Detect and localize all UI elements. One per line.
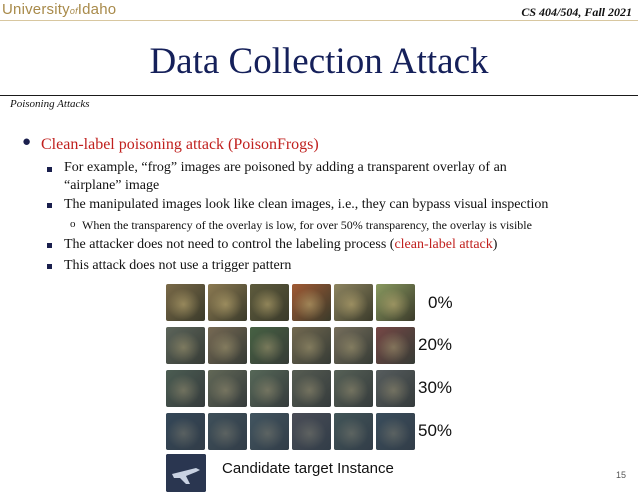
airplane-overlay [166,370,205,407]
poisoned-image-grid [166,284,416,454]
frog-thumbnail [292,413,331,450]
bullet-sub3: The attacker does not need to control the labeling process (clean-label attack) [64,237,498,252]
frog-thumbnail [208,413,247,450]
airplane-overlay [250,413,289,450]
frog-thumbnail [208,284,247,321]
frog-thumbnail [250,284,289,321]
course-label: CS 404/504, Fall 2021 [521,5,632,19]
frog-thumbnail [376,370,415,407]
airplane-overlay [376,327,415,364]
bullet-sub1-line2: “airplane” image [64,178,160,193]
header-divider [0,20,638,21]
slide-title: Data Collection Attack [149,41,489,82]
candidate-target-image [166,454,206,492]
candidate-target-label: Candidate target Instance [222,460,394,477]
airplane-icon [166,454,206,492]
airplane-overlay [166,327,205,364]
airplane-overlay [376,370,415,407]
frog-thumbnail [166,370,205,407]
section-label: Poisoning Attacks [10,98,90,110]
airplane-overlay [208,413,247,450]
airplane-overlay [250,327,289,364]
bullet-sub4: This attack does not use a trigger pattern [64,258,292,273]
university-logo: UniversityofIdaho [2,1,117,18]
row-label-20: 20% [418,335,453,354]
row-label-30: 30% [418,378,453,397]
airplane-overlay [376,413,415,450]
airplane-overlay [208,327,247,364]
bullet-sub2-note: When the transparency of the overlay is low, for over 50% transparency, the overlay is visible [82,218,532,232]
airplane-overlay [292,413,331,450]
frog-thumbnail [208,370,247,407]
title-rule [0,95,638,96]
page-number: 15 [615,470,626,480]
row-label-0: 0% [428,293,453,312]
airplane-overlay [334,327,373,364]
frog-thumbnail [166,413,205,450]
airplane-overlay [334,413,373,450]
bullet-sub1-line1: For example, “frog” images are poisoned by adding a transparent overlay of an [64,160,507,175]
frog-thumbnail [208,327,247,364]
frog-thumbnail [292,327,331,364]
row-label-50: 50% [418,421,453,440]
circle-bullet: o [70,218,76,230]
frog-thumbnail [292,370,331,407]
airplane-overlay [208,370,247,407]
bullet-main: Clean-label poisoning attack (PoisonFrogs) [41,136,319,153]
bullet-sub2: The manipulated images look like clean images, i.e., they can bypass visual inspection [64,197,549,212]
bullet-dot: ● [22,134,32,150]
bullet-square [47,264,52,269]
frog-thumbnail [376,327,415,364]
frog-thumbnail [376,284,415,321]
frog-thumbnail [166,284,205,321]
airplane-overlay [250,370,289,407]
frog-thumbnail [376,413,415,450]
frog-thumbnail [250,327,289,364]
bullet-square [47,203,52,208]
frog-thumbnail [334,413,373,450]
frog-thumbnail [250,370,289,407]
bullet-square [47,243,52,248]
airplane-overlay [292,370,331,407]
frog-thumbnail [334,327,373,364]
frog-thumbnail [166,327,205,364]
bullet-square [47,167,52,172]
airplane-overlay [292,327,331,364]
frog-thumbnail [334,370,373,407]
frog-thumbnail [334,284,373,321]
airplane-overlay [166,413,205,450]
airplane-overlay [334,370,373,407]
frog-thumbnail [250,413,289,450]
frog-thumbnail [292,284,331,321]
